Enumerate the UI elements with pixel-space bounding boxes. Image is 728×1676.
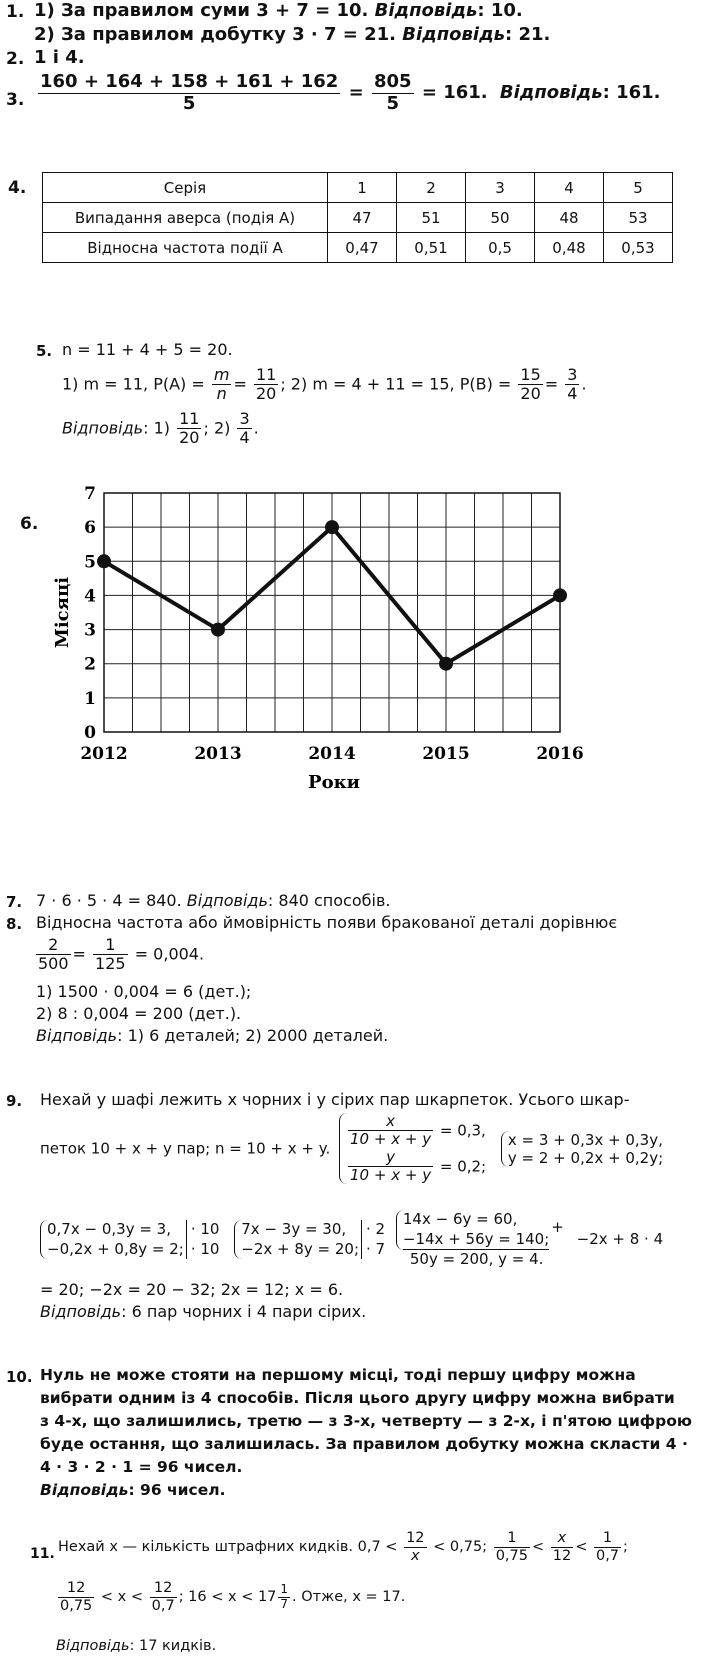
table-header-cell: 2	[397, 173, 466, 203]
x-tick-label: 2016	[536, 744, 584, 764]
elimination-block: 14x − 6y = 60, −14x + 56y = 140; 50y = 200, y = 4.	[396, 1210, 549, 1270]
problem-9-line-2: петок 10 + x + y пар; n = 10 + x + y. $\frac{x}{10 + x + y}$ = 0,3, $\frac{y}{10 + x + y}$ = 0,2; x = 3 + 0,3x + 0,3y, y = 2 + 0,2x + 0,2y;	[40, 1112, 664, 1184]
multiplier-bar: · 10 · 10	[186, 1220, 220, 1259]
problem-1-line-1: 1) За правилом суми 3 + 7 = 10. Відповідь: 10.	[34, 0, 523, 21]
problem-number: 1.	[6, 2, 25, 22]
table-cell: 0,53	[604, 233, 673, 263]
y-tick-label: 5	[84, 552, 96, 573]
table-cell: 0,48	[535, 233, 604, 263]
answer-label: Відповідь	[499, 82, 603, 104]
table-cell: 0,5	[466, 233, 535, 263]
problem-10-line-4: буде остання, що залишилась. За правилом добутку можна скласти 4 ·	[40, 1435, 688, 1453]
problem-8-answer: Відповідь: 1) 6 деталей; 2) 2000 деталей.	[36, 1026, 389, 1045]
fraction: $\frac{1}{0,75}$	[495, 1530, 528, 1564]
x-tick-label: 2013	[194, 744, 242, 764]
table-cell: 47	[328, 203, 397, 233]
data-point	[211, 623, 225, 637]
problem-8-line-4: 2) 8 : 0,004 = 200 (дет.).	[36, 1004, 242, 1023]
line-chart	[0, 485, 728, 830]
problem-11-line-2: $\frac{12}{0,75}$ < x < $\frac{12}{0,7}$ ; 16 < x < 17 $\frac{1}{7}$ . Отже, x = 17.	[60, 1580, 406, 1614]
problem-number: 7.	[6, 893, 23, 911]
problem-1-line-2: 2) За правилом добутку 3 · 7 = 21. Відповідь: 21.	[34, 24, 551, 45]
system-brace: 0,7x − 0,3y = 3, −0,2x + 0,8y = 2;	[40, 1220, 184, 1259]
table-header-cell: 4	[535, 173, 604, 203]
table-header-cell: 5	[604, 173, 673, 203]
problem-11-answer: Відповідь: 17 кидків.	[56, 1638, 217, 1654]
fraction: $\frac{1}{0,7}$	[595, 1530, 620, 1564]
table-cell: 50	[466, 203, 535, 233]
problem-10-line-3: з 4-х, що залишились, третю — з 3-х, четверту — з 2-х, і п'ятою цифрою	[40, 1412, 692, 1430]
y-tick-label: 7	[84, 485, 96, 504]
table-cell: Відносна частота події A	[43, 233, 328, 263]
problem-number: 6.	[20, 514, 39, 534]
y-tick-label: 0	[84, 723, 96, 743]
problem-number: 3.	[6, 90, 25, 110]
problem-5-line-2: 1) m = 11, P(A) = $\frac{m}{n}$ = $\frac{11}{20}$ ; 2) m = 4 + 11 = 15, P(B) = $\frac{15}{20}$ = $\frac{3}{4}$ .	[62, 365, 587, 404]
table-row	[43, 233, 673, 263]
data-point	[553, 588, 567, 602]
problem-number: 8.	[6, 915, 23, 933]
fraction: $\frac{12}{0,75}$	[60, 1580, 93, 1614]
answer-label: Відповідь	[40, 1302, 122, 1321]
y-tick-label: 2	[84, 654, 96, 675]
system-brace: 7x − 3y = 30, −2x + 8y = 20;	[234, 1220, 359, 1259]
table-header-cell: 1	[328, 173, 397, 203]
problem-number: 4.	[8, 178, 27, 198]
table-cell: 51	[397, 203, 466, 233]
problem-number: 10.	[6, 1368, 33, 1386]
fraction: $\frac{x}{10 + x + y}$	[350, 1112, 432, 1149]
problem-9-answer: Відповідь: 6 пар чорних і 4 пари сірих.	[40, 1302, 367, 1321]
problem-8-line-3: 1) 1500 · 0,004 = 6 (дет.);	[36, 982, 252, 1001]
problem-9-line-3: 0,7x − 0,3y = 3, −0,2x + 0,8y = 2; · 10 · 10 7x − 3y = 30, −2x + 8y = 20; · 2 · 7 14x − 6y = 60, −14x + 56y = 140; 50y = 200, y = 4. + −2x + 8 · 4	[40, 1210, 663, 1270]
table-cell: 48	[535, 203, 604, 233]
problem-number: 2.	[6, 49, 25, 69]
problem-11-line-1: Нехай x — кількість штрафних кидків. 0,7 < $\frac{12}{x}$ < 0,75; $\frac{1}{0,75}$ < $\frac{x}{12}$ < $\frac{1}{0,7}$ ;	[58, 1530, 628, 1564]
data-point	[97, 554, 111, 568]
x-tick-label: 2014	[308, 744, 356, 764]
answer-label: Відповідь	[374, 0, 478, 21]
table-cell: 0,47	[328, 233, 397, 263]
y-tick-label: 3	[84, 620, 96, 641]
system-brace: $\frac{x}{10 + x + y}$ = 0,3, $\frac{y}{10 + x + y}$ = 0,2;	[339, 1113, 486, 1184]
answer-label: Відповідь	[186, 891, 268, 910]
system-brace: x = 3 + 0,3x + 0,3y, y = 2 + 0,2x + 0,2y;	[501, 1131, 663, 1167]
fraction: $\frac{3}{4}$	[239, 409, 250, 448]
fraction: $\frac{160 + 164 + 158 + 161 + 162}{5}$	[40, 71, 339, 114]
fraction: $\frac{805}{5}$	[373, 71, 412, 114]
problem-5-line-1: n = 11 + 4 + 5 = 20.	[62, 340, 233, 359]
problem-9-line-4: = 20; −2x = 20 − 32; 2x = 12; x = 6.	[40, 1280, 344, 1299]
table-cell: 53	[604, 203, 673, 233]
problem-3-formula: $\frac{160 + 164 + 158 + 161 + 162}{5}$ = $\frac{805}{5}$ = 161. Відповідь: 161.	[40, 71, 661, 114]
fraction: $\frac{1}{125}$	[95, 935, 126, 974]
y-tick-label: 1	[84, 688, 96, 709]
problem-10-line-1: Нуль не може стояти на першому місці, тоді першу цифру можна	[40, 1366, 636, 1384]
answer-label: Відповідь	[402, 24, 505, 45]
problem-5-answer: Відповідь: 1) $\frac{11}{20}$ ; 2) $\frac{3}{4}$ .	[62, 409, 259, 448]
problem-10-line-5: 4 · 3 · 2 · 1 = 96 чисел.	[40, 1458, 243, 1476]
fraction: $\frac{12}{x}$	[406, 1530, 425, 1564]
problem-10-answer: Відповідь: 96 чисел.	[40, 1481, 226, 1499]
problem-number: 11.	[30, 1546, 55, 1562]
table-row	[43, 203, 673, 233]
table-header-cell: 3	[466, 173, 535, 203]
x-tick-label: 2015	[422, 744, 470, 764]
table-cell: 0,51	[397, 233, 466, 263]
problem-7-text: 7 · 6 · 5 · 4 = 840. Відповідь: 840 способів.	[36, 891, 391, 910]
table-header-cell: Серія	[43, 173, 328, 203]
problem-2-text: 1 і 4.	[34, 47, 85, 68]
table-cell: Випадання аверса (подія A)	[43, 203, 328, 233]
y-axis-label: Місяці	[52, 576, 73, 649]
system-brace: 14x − 6y = 60, −14x + 56y = 140;	[396, 1210, 549, 1250]
x-axis-label: Роки	[308, 772, 360, 793]
answer-label: Відповідь	[36, 1026, 118, 1045]
table-header-row	[43, 173, 673, 203]
data-point	[439, 657, 453, 671]
frequency-table	[42, 172, 673, 263]
fraction: $\frac{12}{0,7}$	[151, 1580, 175, 1614]
fraction: $\frac{m}{n}$	[213, 365, 230, 404]
fraction: $\frac{x}{12}$	[552, 1530, 572, 1564]
problem-9-line-1: Нехай у шафі лежить x чорних і y сірих пар шкарпеток. Усього шкар-	[40, 1090, 630, 1109]
y-tick-label: 6	[84, 518, 96, 539]
multiplier-bar: · 2 · 7	[361, 1220, 385, 1259]
y-tick-label: 4	[84, 586, 96, 607]
problem-number: 5.	[36, 342, 53, 360]
fraction: $\frac{11}{20}$	[179, 409, 200, 448]
answer-label: Відповідь	[62, 418, 144, 438]
fraction: $\frac{y}{10 + x + y}$	[350, 1147, 432, 1184]
answer-label: Відповідь	[40, 1481, 129, 1499]
problem-8-line-2: $\frac{2}{500}$ = $\frac{1}{125}$ = 0,004.	[38, 935, 205, 974]
fraction: $\frac{11}{20}$	[255, 365, 277, 404]
fraction: $\frac{2}{500}$	[38, 935, 69, 974]
problem-number: 9.	[6, 1092, 23, 1110]
problem-10-line-2: вибрати одним із 4 способів. Після цього другу цифру можна вибрати	[40, 1389, 675, 1407]
x-tick-label: 2012	[80, 744, 128, 764]
fraction: $\frac{3}{4}$	[567, 365, 578, 404]
fraction: $\frac{1}{7}$	[280, 1581, 289, 1611]
data-point	[325, 520, 339, 534]
fraction: $\frac{15}{20}$	[520, 365, 541, 404]
problem-8-line-1: Відносна частота або ймовірність появи бракованої деталі дорівнює	[36, 913, 618, 932]
answer-label: Відповідь	[56, 1638, 130, 1654]
